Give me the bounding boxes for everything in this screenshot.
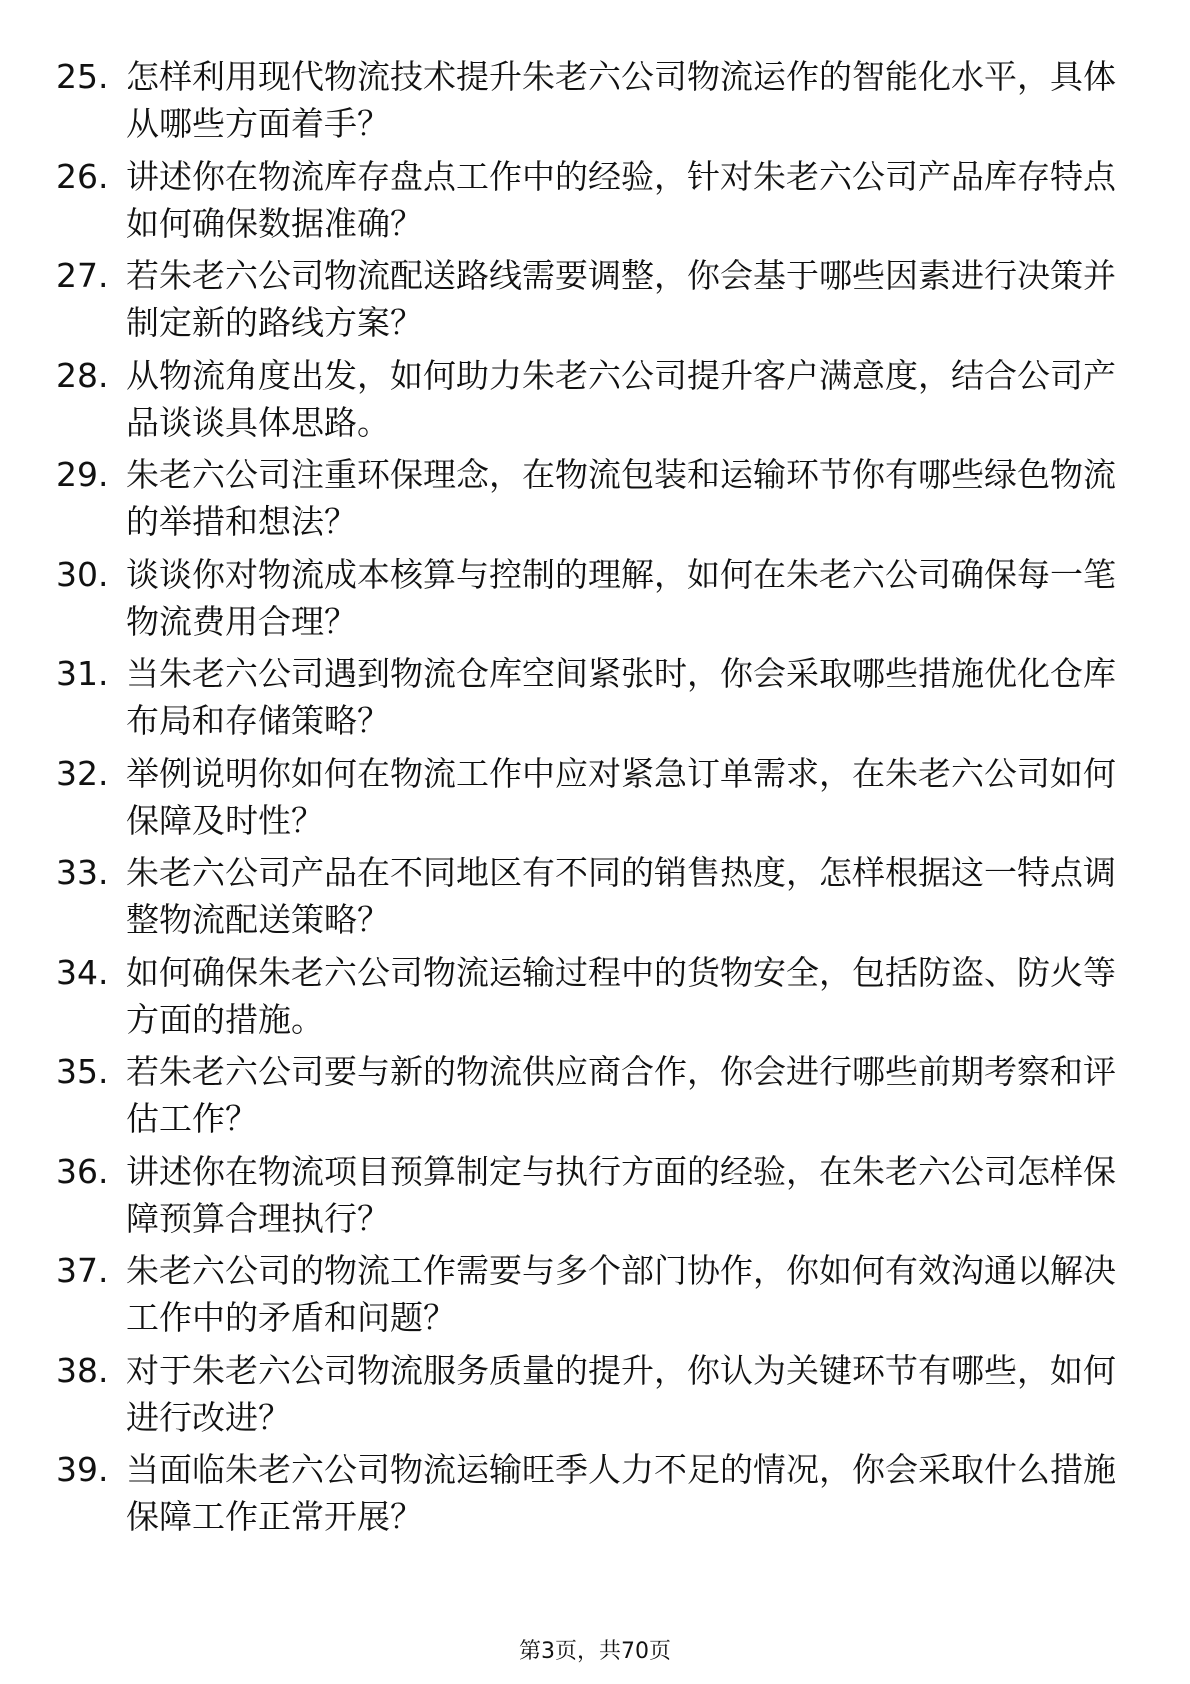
question-item: [56, 1148, 1126, 1248]
question-number: 34.: [56, 952, 109, 992]
question-text: 当朱老六公司遇到物流仓库空间紧张时，你会采取哪些措施优化仓库布局和存储策略？: [126, 654, 1116, 740]
question-number: 26.: [56, 156, 109, 196]
question-number: 39.: [56, 1450, 109, 1489]
question-item: [56, 153, 1126, 253]
question-text: 若朱老六公司要与新的物流供应商合作，你会进行哪些前期考察和评估工作？: [126, 1052, 1116, 1138]
question-number: 30.: [56, 554, 109, 594]
question-number: 25.: [56, 57, 109, 96]
page-footer: 第3页，共70页: [519, 1639, 671, 1664]
question-item: [56, 53, 1126, 153]
question-text: 怎样利用现代物流技术提升朱老六公司物流运作的智能化水平，具体从哪些方面着手？: [126, 57, 1116, 143]
question-item: [56, 949, 1126, 1049]
question-number: 32.: [56, 753, 109, 793]
question-text: 举例说明你如何在物流工作中应对紧急订单需求，在朱老六公司如何保障及时性？: [126, 753, 1116, 840]
question-item: [56, 750, 1126, 850]
question-item: [56, 1347, 1126, 1447]
question-number: 35.: [56, 1052, 109, 1091]
question-text: 若朱老六公司物流配送路线需要调整，你会基于哪些因素进行决策并制定新的路线方案？: [126, 256, 1116, 342]
question-text: 如何确保朱老六公司物流运输过程中的货物安全，包括防盗、防火等方面的措施。: [126, 952, 1116, 1039]
question-item: [56, 352, 1126, 452]
question-number: 36.: [56, 1151, 109, 1191]
question-number: 33.: [56, 853, 109, 892]
question-number: 28.: [56, 355, 109, 395]
question-item: [56, 451, 1126, 551]
question-item: [56, 849, 1126, 949]
question-text: 朱老六公司的物流工作需要与多个部门协作，你如何有效沟通以解决工作中的矛盾和问题？: [126, 1251, 1116, 1337]
question-list: [56, 53, 1126, 1546]
question-text: 讲述你在物流库存盘点工作中的经验，针对朱老六公司产品库存特点如何确保数据准确？: [126, 156, 1116, 243]
question-text: 讲述你在物流项目预算制定与执行方面的经验，在朱老六公司怎样保障预算合理执行？: [126, 1151, 1116, 1238]
question-item: [56, 252, 1126, 352]
question-text: 谈谈你对物流成本核算与控制的理解，如何在朱老六公司确保每一笔物流费用合理？: [126, 554, 1116, 641]
question-number: 27.: [56, 256, 109, 295]
question-number: 31.: [56, 654, 109, 693]
question-number: 37.: [56, 1251, 109, 1290]
question-text: 朱老六公司产品在不同地区有不同的销售热度，怎样根据这一特点调整物流配送策略？: [126, 853, 1116, 939]
question-item: [56, 1446, 1126, 1546]
question-item: [56, 650, 1126, 750]
question-text: 当面临朱老六公司物流运输旺季人力不足的情况，你会采取什么措施保障工作正常开展？: [126, 1450, 1116, 1536]
question-number: 38.: [56, 1350, 109, 1390]
question-number: 29.: [56, 455, 109, 494]
question-item: [56, 1048, 1126, 1148]
question-item: [56, 1247, 1126, 1347]
question-text: 对于朱老六公司物流服务质量的提升，你认为关键环节有哪些，如何进行改进？: [126, 1350, 1116, 1437]
question-text: 朱老六公司注重环保理念，在物流包装和运输环节你有哪些绿色物流的举措和想法？: [126, 455, 1116, 541]
question-text: 从物流角度出发，如何助力朱老六公司提升客户满意度，结合公司产品谈谈具体思路。: [126, 355, 1116, 442]
question-item: [56, 551, 1126, 651]
